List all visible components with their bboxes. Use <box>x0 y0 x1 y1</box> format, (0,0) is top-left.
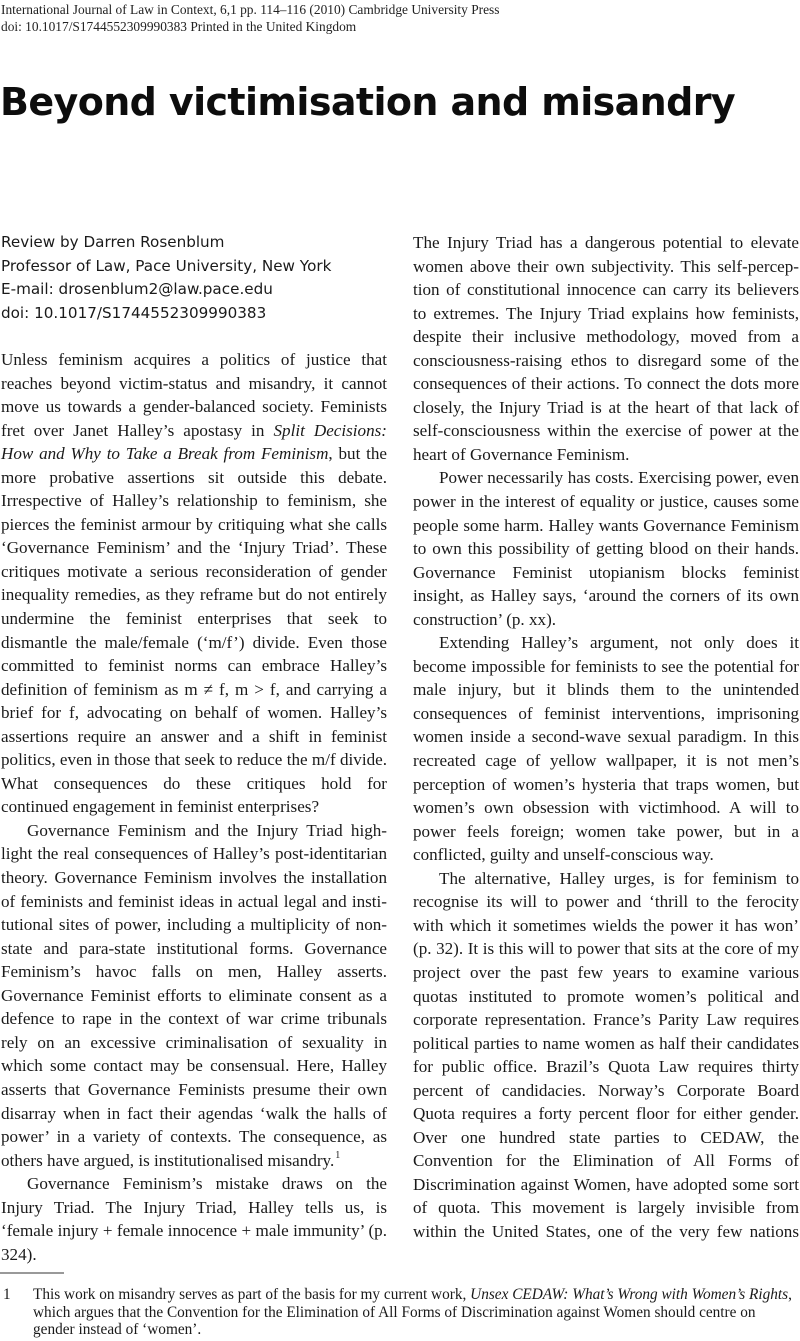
footnote-divider <box>0 1272 64 1274</box>
paragraph-text: Unless feminism acquires a politics of justice that reaches beyond victim-status and misandry, it cannot move us towards a gender-balanced society. Feminists fret over Janet Halley’s apostasy in <box>1 350 387 440</box>
paragraph-text: Governance Feminism’s mistake draws on the Injury Triad. The Injury Triad, Halley tells us, is ‘female injury + female innocence + male immunity’ (p. 324). <box>1 1174 387 1264</box>
paragraph-text: Governance Feminism and the Injury Triad highlight the real consequences of Halley’s post-identitarian theory. Governance Feminism involves the installation of feminists and feminist ideas in actual legal and institutional sites of power, including a multiplicity of non-state and para-state institutional forms. Governance Feminism’s havoc falls on men, Halley asserts. Governance Feminist efforts to eliminate consent as a defence to rape in the context of war crime tribunals rely on an excessive criminalisation of sexuality in which some contact may be consensual. Here, Halley asserts that Governance Feminists presume their own disarray when in fact their agendas ‘walk the halls of power’ in a variety of contexts. The consequence, as others have argued, is institutionalised misandry. <box>1 820 387 1170</box>
article-doi[interactable]: doi: 10.1017/S1744552309990383 <box>1 303 267 322</box>
footnote-text-part: This work on misandry serves as part of the basis for my current work, <box>33 1286 471 1303</box>
paragraph-text: Extending Halley’s argument, not only does it become impossible for feminists to see the potential for male injury, but it blinds them to the unintended consequences of feminist interventions, imprisoning women inside a second-wave sexual paradigm. In this recreated cage of yellow wallpaper, it is not men’s perception of women’s hysteria that traps women, but women’s own obsession with victimhood. A will to power feels foreign; women take power, but in a conflicted, guilty and unself-conscious way. <box>413 633 799 865</box>
paragraph-continued <box>413 231 799 466</box>
review-author: Review by Darren Rosenblum <box>1 233 225 251</box>
paragraph-text: Power necessarily has costs. Exercising power, even power in the interest of equality or justice, causes some people some harm. Halley wants Governance Feminism to own this possibility of getting blood on their hands. Governance Feminist utopianism blocks feminist insight, as Halley says, ‘around the corners of its own construction’ (p. xx). <box>413 468 799 629</box>
author-block <box>1 231 331 325</box>
footnote-number: 1 <box>3 1286 11 1303</box>
paragraph-text: The alternative, Halley urges, is for feminism to recognise its will to power and ‘thrill to the ferocity with which it sometimes wields the power it has won’ (p. 32). It is this will to power that sits at the core of my project over the past few years to examine various quotas instituted to promote women’s political and corporate representation. France’s Parity Law requires political parties to name women as half their candidates for public office. Brazil’s Quota Law requires thirty percent of candidacies. Norway’s Corporate Board Quota requires a forty percent floor for either gender. Over one hundred state parties to CEDAW, the Convention for the Elimination of All Forms of Discrimination against Women, have adopted some sort of quota. This movement is largely invisible from within the United States, one of the very few nations <box>413 868 799 1241</box>
footnote-text <box>33 1286 798 1339</box>
article-title: Beyond victimisation and misandry <box>0 80 736 124</box>
author-email[interactable]: E-mail: drosenblum2@law.pace.edu <box>1 280 273 298</box>
paragraph <box>413 867 799 1244</box>
footnote <box>0 1286 798 1339</box>
body-column-left <box>1 348 387 1266</box>
book-title: Split Decisions: How and Why to Take a Break from Feminism <box>1 420 387 464</box>
paragraph <box>1 348 387 819</box>
footnote-reference[interactable]: 1 <box>335 1149 341 1161</box>
body-column-right <box>413 231 799 1244</box>
paragraph <box>1 819 387 1172</box>
paragraph-text: The Injury Triad has a dangerous potential to elevate women above their own subjectivity. This self-perception of constitutional innocence can carry its believers to extremes. The Injury Triad explains how feminists, despite their inclusive methodology, moved from a consciousness-raising ethos to disregard some of the consequences of their actions. To connect the dots more closely, the Injury Triad is at the heart of that lack of self-consciousness within the exercise of power at the heart of Governance Feminism. <box>413 233 799 464</box>
running-head-doi-line: doi: 10.1017/S1744552309990383 Printed in the United Kingdom <box>1 19 357 34</box>
footnote-book-title: Unsex CEDAW: What’s Wrong with Women’s Rights <box>470 1286 789 1303</box>
paragraph <box>413 631 799 866</box>
paragraph-text: , but the more probative assertions sit outside this debate. Irrespective of Halley’s relationship to feminism, she pierces the feminist armour by critiquing what she calls ‘Governance Feminism’ and the ‘Injury Triad’. These critiques motivate a serious reconsideration of gender inequality remedies, as they reframe but do not entirely undermine the feminist enterprises that seek to dismantle the male/female (‘m/f’) divide. Even those committed to feminist norms can embrace Halley’s definition of feminism as m ≠ f, m > f, and carrying a brief for f, advocating on behalf of women. Halley’s assertions require an answer and a shift in feminist politics, even in those that seek to reduce the m/f divide. What consequences do these critiques hold for continued engagement in feminist enterprises? <box>1 444 388 817</box>
paragraph <box>413 466 799 631</box>
author-affiliation: Professor of Law, Pace University, New York <box>1 256 332 275</box>
paragraph <box>1 1172 387 1266</box>
running-head <box>1 1 499 35</box>
running-head-journal-citation: International Journal of Law in Context, 6,1 pp. 114–116 (2010) Cambridge University Press <box>1 2 500 17</box>
footnote-text-part: , which argues that the Convention for the Elimination of All Forms of Discrimination against Women should centre on gender instead of ‘women’. <box>33 1286 792 1338</box>
